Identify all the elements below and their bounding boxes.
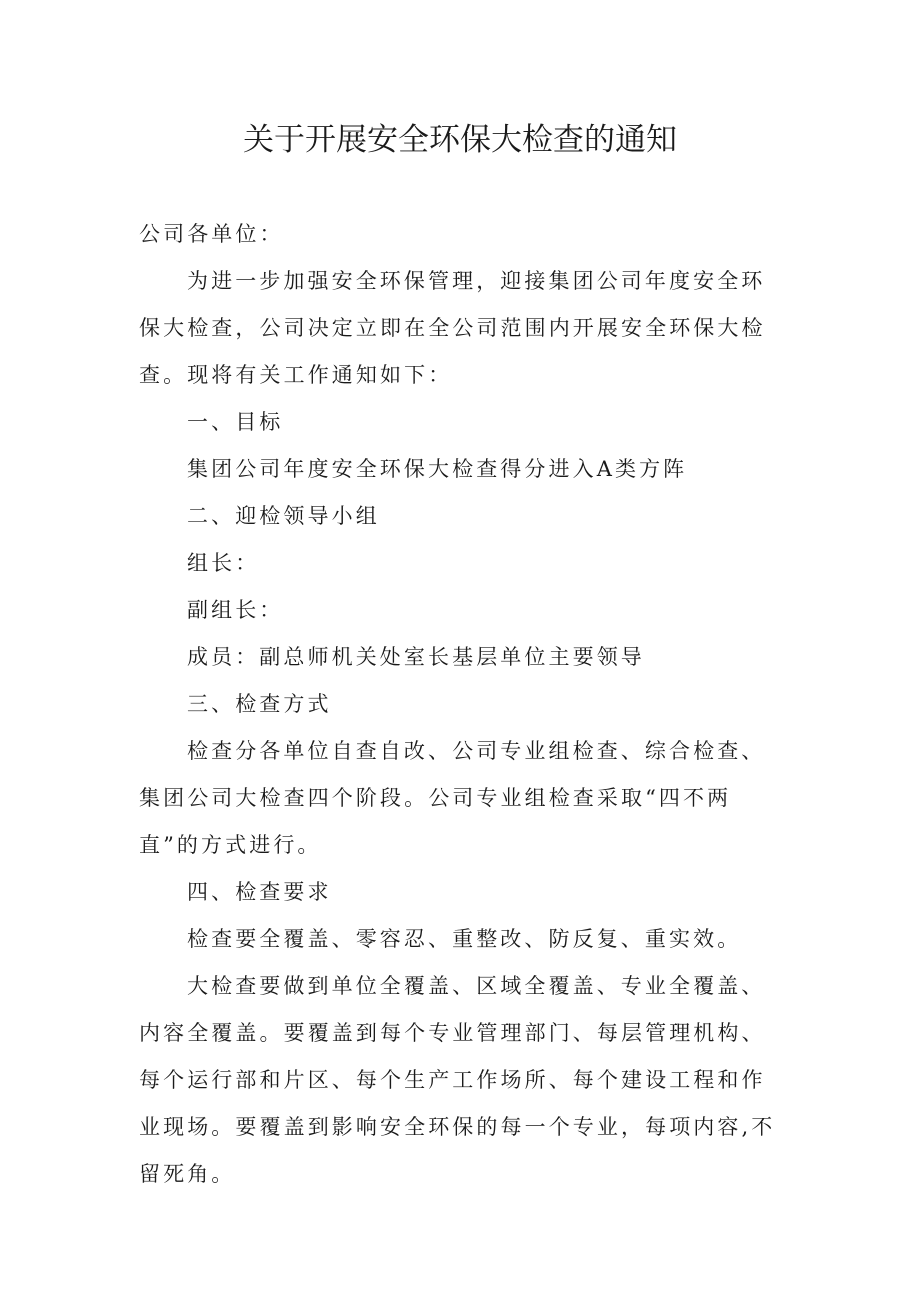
team-leader-line: 组长： (187, 551, 260, 575)
deputy-leader-line: 副组长： (187, 598, 284, 622)
members-line: 成员：副总师机关处室长基层单位主要领导 (187, 645, 645, 669)
section-heading-leadership: 二、迎检领导小组 (187, 504, 380, 528)
document-title: 关于开展安全环保大检查的通知 (243, 122, 677, 158)
requirements-summary: 检查要全覆盖、零容忍、重整改、防反复、重实效。 (187, 927, 742, 951)
document-body (139, 211, 789, 1198)
intro-paragraph: 为进一步加强安全环保管理，迎接集团公司年度安全环保大检查，公司决定立即在全公司范围内开展安全环保大检查。现将有关工作通知如下： (139, 269, 766, 387)
salutation: 公司各单位： (139, 222, 284, 246)
section-heading-method: 三、检查方式 (187, 692, 332, 716)
section-heading-goal: 一、目标 (187, 410, 284, 434)
method-paragraph: 检查分各单位自查自改、公司专业组检查、综合检查、集团公司大检查四个阶段。公司专业组检查采取“四不两直”的方式进行。 (139, 739, 766, 857)
requirements-paragraph: 大检查要做到单位全覆盖、区域全覆盖、专业全覆盖、内容全覆盖。要覆盖到每个专业管理部门、每层管理机构、每个运行部和片区、每个生产工作场所、每个建设工程和作业现场。要覆盖到影响安全环保的每一个专业，每项内容,不留死角。 (139, 974, 776, 1186)
goal-paragraph: 集团公司年度安全环保大检查得分进入A类方阵 (187, 457, 688, 481)
section-heading-requirements: 四、检查要求 (187, 880, 332, 904)
